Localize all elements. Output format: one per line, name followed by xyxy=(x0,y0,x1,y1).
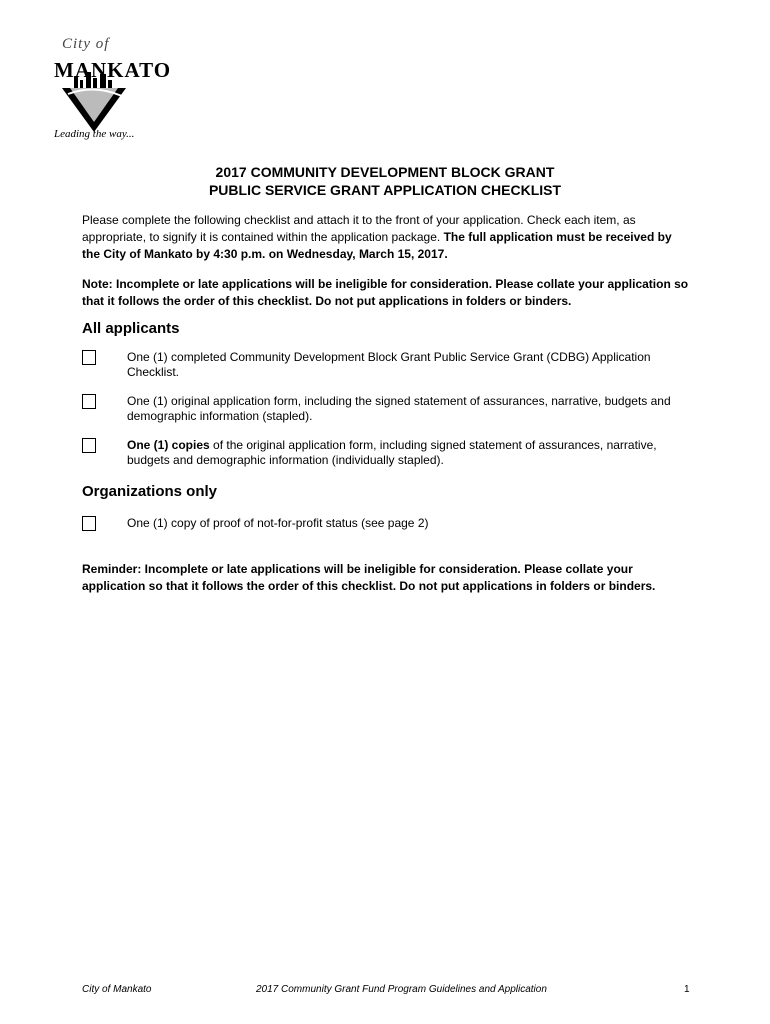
checklist-item-rest: of the original application form, including signed statement of assurances, narrative, budgets and demographic information (individually stapled). xyxy=(127,438,657,467)
document-title-line2: PUBLIC SERVICE GRANT APPLICATION CHECKLIST xyxy=(208,182,562,198)
logo-city-text: City of xyxy=(62,36,110,52)
logo-tagline: Leading the way... xyxy=(54,128,135,140)
logo-name: MANKATO xyxy=(54,58,172,82)
checkbox[interactable] xyxy=(82,516,96,531)
intro-deadline: The full application must be received by the City of Mankato by 4:30 p.m. on Wednesday, March 15, 2017. xyxy=(82,230,672,261)
intro-text: Please complete the following checklist and attach it to the front of your application. Check each item, as appropriate, to signify it is contained within the application package. xyxy=(82,213,636,244)
checkbox[interactable] xyxy=(82,438,96,453)
checklist-item-text: One (1) original application form, including the signed statement of assurances, narrative, budgets and demographic information (stapled). xyxy=(127,394,671,423)
intro-paragraph xyxy=(82,212,692,263)
footer-page-number: 1 xyxy=(684,984,690,995)
checklist-item-bold: One (1) copies xyxy=(127,438,210,452)
reminder-paragraph: Reminder: Incomplete or late applications will be ineligible for consideration. Please collate your application so that it follows the order of this checklist. Do not put applications in folders or binders. xyxy=(82,562,656,593)
city-logo xyxy=(50,36,172,148)
section-heading-all-applicants: All applicants xyxy=(82,320,180,337)
checklist-item-text: One (1) copy of proof of not-for-profit status (see page 2) xyxy=(127,516,429,530)
footer-document-title: 2017 Community Grant Fund Program Guidelines and Application xyxy=(256,984,547,995)
checkbox[interactable] xyxy=(82,394,96,409)
footer-organization: City of Mankato xyxy=(82,984,152,995)
note-paragraph: Note: Incomplete or late applications will be ineligible for consideration. Please collate your application so that it follows the order of this checklist. Do not put applications in folders or binders. xyxy=(82,277,689,308)
checklist-item-text xyxy=(127,438,692,468)
checklist-item-text: One (1) completed Community Development Block Grant Public Service Grant (CDBG) Application Checklist. xyxy=(127,350,651,379)
checkbox[interactable] xyxy=(82,350,96,365)
document-title-line1: 2017 COMMUNITY DEVELOPMENT BLOCK GRANT xyxy=(215,164,555,180)
section-heading-organizations-only: Organizations only xyxy=(82,483,218,500)
